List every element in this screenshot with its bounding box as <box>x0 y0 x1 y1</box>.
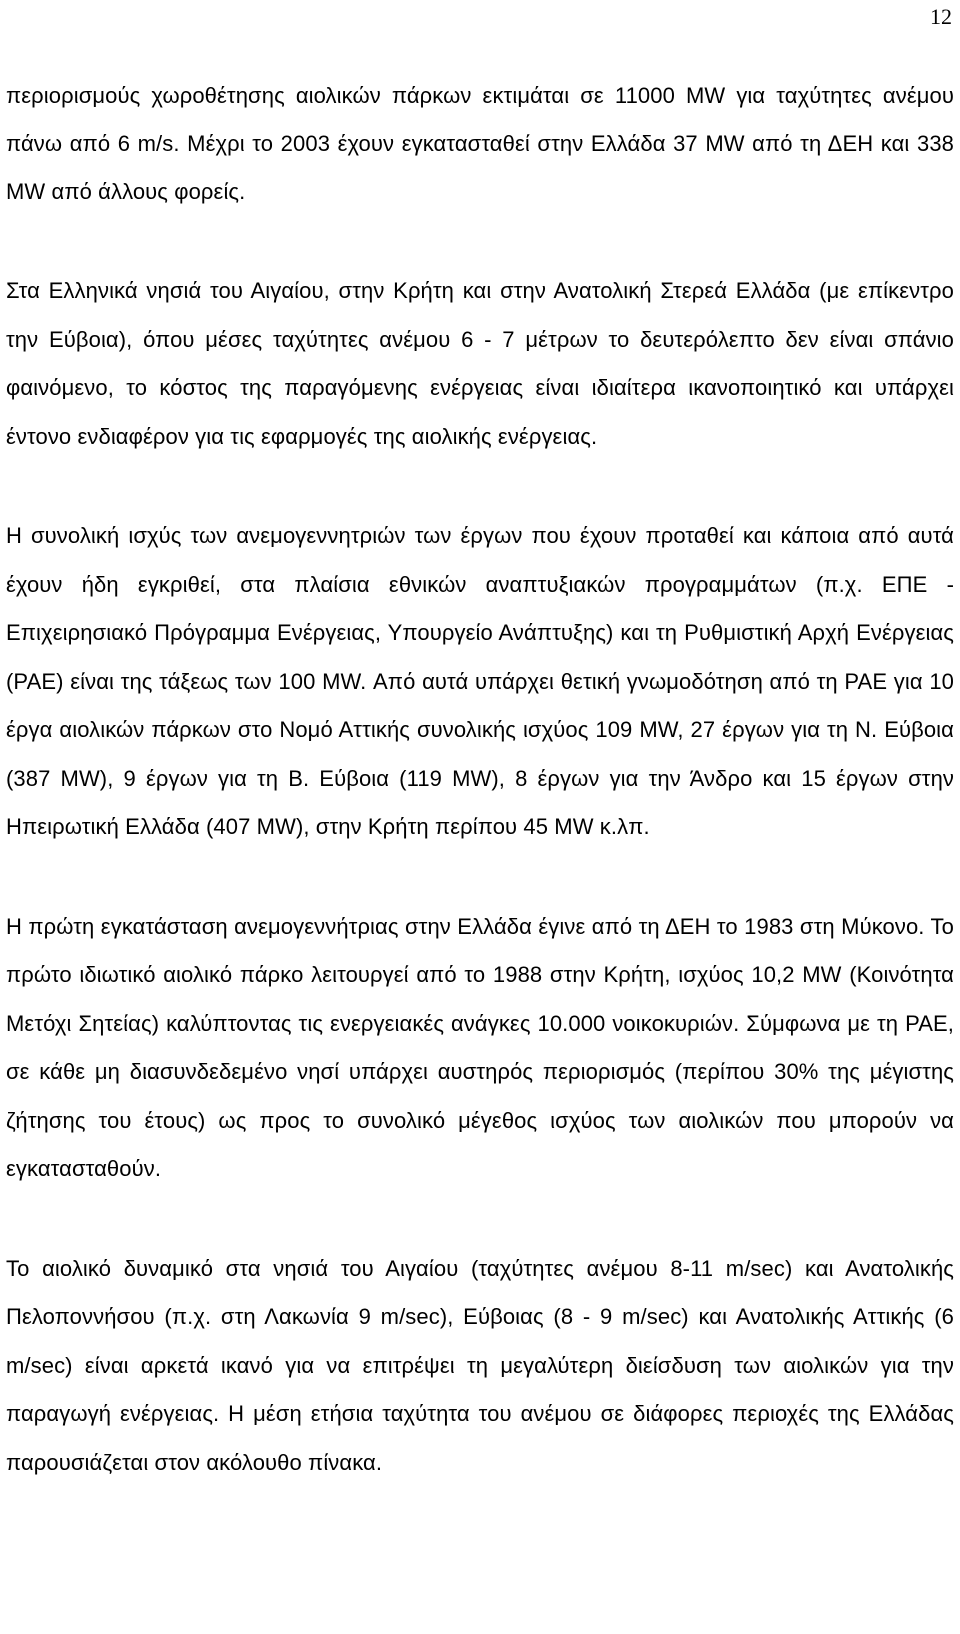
paragraph-wind-potential: Το αιολικό δυναμικό στα νησιά του Αιγαίου (ταχύτητες ανέμου 8-11 m/sec) και Ανατολικής Πελοποννήσου (π.χ. στη Λακωνία 9 m/sec), Εύβοιας (8 - 9 m/sec) και Ανατολικής Αττικής (6 m/sec) είναι αρκετά ικανό για να επιτρέψει τη μεγαλύτερη διείσδυση των αιολικών για την παραγωγή ενέργειας. Η μέση ετήσια ταχύτητα του ανέμου σε διάφορες περιοχές της Ελλάδας παρουσιάζεται στον ακόλουθο πίνακα. <box>6 1255 954 1475</box>
paragraph-wind-capacity-estimate: περιορισμούς χωροθέτησης αιολικών πάρκων εκτιμάται σε 11000 MW για ταχύτητες ανέμου πάνω από 6 m/s. Μέχρι το 2003 έχουν εγκατασταθεί στην Ελλάδα 37 MW από τη ΔΕΗ και 338 MW από άλλους φορείς. <box>6 83 954 204</box>
paragraph-total-capacity-projects: Η συνολική ισχύς των ανεμογεννητριών των έργων που έχουν προταθεί και κάποια από αυτά έχουν ήδη εγκριθεί, στα πλαίσια εθνικών αναπτυξιακών προγραμμάτων (π.χ. ΕΠΕ - Επιχειρησιακό Πρόγραμμα Ενέργειας, Υπουργείο Ανάπτυξης) και τη Ρυθμιστική Αρχή Ενέργειας (ΡΑΕ) είναι της τάξεως των 100 MW. Από αυτά υπάρχει θετική γνωμοδότηση από τη ΡΑΕ για 10 έργα αιολικών πάρκων στο Νομό Αττικής συνολικής ισχύος 109 MW, 27 έργων για τη Ν. Εύβοια (387 MW), 9 έργων για τη Β. Εύβοια (119 MW), 8 έργων για την Άνδρο και 15 έργων στην Ηπειρωτική Ελλάδα (407 MW), στην Κρήτη περίπου 45 MW κ.λπ. <box>6 523 954 839</box>
document-body <box>6 72 954 1538</box>
paragraph-aegean-islands: Στα Ελληνικά νησιά του Αιγαίου, στην Κρήτη και στην Ανατολική Στερεά Ελλάδα (με επίκεντρο την Εύβοια), όπου μέσες ταχύτητες ανέμου 6 - 7 μέτρων το δευτερόλεπτο δεν είναι σπάνιο φαινόμενο, το κόστος της παραγόμενης ενέργειας είναι ιδιαίτερα ικανοποιητικό και υπάρχει έντονο ενδιαφέρον για τις εφαρμογές της αιολικής ενέργειας. <box>6 278 954 449</box>
page-number: 12 <box>930 4 952 29</box>
paragraph-first-installation: Η πρώτη εγκατάσταση ανεμογεννήτριας στην Ελλάδα έγινε από τη ΔΕΗ το 1983 στη Μύκονο. Το πρώτο ιδιωτικό αιολικό πάρκο λειτουργεί από το 1988 στην Κρήτη, ισχύος 10,2 MW (Κοινότητα Μετόχι Σητείας) καλύπτοντας τις ενεργειακές ανάγκες 10.000 νοικοκυριών. Σύμφωνα με τη ΡΑΕ, σε κάθε μη διασυνδεδεμένο νησί υπάρχει αυστηρός περιορισμός (περίπου 30% της μέγιστης ζήτησης του έτους) ως προς το συνολικό μέγεθος ισχύος των αιολικών που μπορούν να εγκατασταθούν. <box>6 913 954 1181</box>
